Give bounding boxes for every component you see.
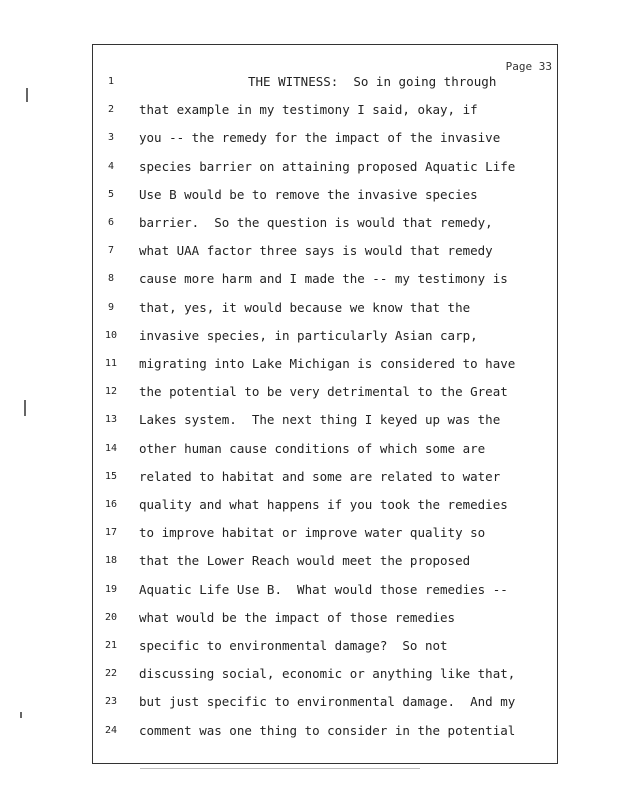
line-text: invasive species, in particularly Asian carp, — [139, 327, 478, 343]
transcript-line — [0, 694, 618, 722]
line-number: 20 — [104, 611, 118, 623]
line-text: quality and what happens if you took the remedies — [139, 497, 508, 512]
line-text: that, yes, it would because we know that the — [139, 299, 471, 315]
line-number: 22 — [104, 668, 118, 680]
line-number: 23 — [104, 696, 118, 708]
transcript-line — [0, 723, 618, 751]
transcript-line — [0, 638, 618, 666]
transcript-line — [0, 610, 618, 638]
transcript-line — [0, 384, 618, 412]
line-text: specific to environmental damage? So not — [139, 638, 448, 653]
line-number: 19 — [104, 583, 118, 595]
transcript-line — [0, 469, 618, 497]
line-text: Lakes system. The next thing I keyed up was the — [139, 412, 501, 428]
transcript-line — [0, 102, 618, 130]
transcript-line — [0, 666, 618, 694]
transcript-line — [0, 356, 618, 384]
line-text: comment was one thing to consider in the potential — [139, 722, 516, 738]
line-text: discussing social, economic or anything like that, — [139, 666, 516, 682]
line-text: the potential to be very detrimental to the Great — [139, 384, 508, 400]
transcript-line — [0, 271, 618, 299]
line-number: 17 — [104, 527, 118, 539]
line-text: related to habitat and some are related to water — [139, 468, 501, 484]
transcript-line — [0, 159, 618, 187]
scan-mark — [26, 88, 28, 102]
line-text: cause more harm and I made the -- my testimony is — [139, 271, 508, 287]
transcript-line — [0, 553, 618, 581]
line-number: 2 — [107, 104, 115, 116]
transcript-line — [0, 215, 618, 243]
transcript-line — [0, 328, 618, 356]
line-number: 13 — [104, 414, 118, 426]
line-text: you -- the remedy for the impact of the invasive — [139, 130, 501, 146]
line-number: 10 — [104, 329, 118, 341]
line-number: 24 — [104, 724, 118, 736]
line-number: 9 — [107, 301, 115, 313]
line-text: Aquatic Life Use B. What would those remedies -- — [139, 581, 508, 597]
transcript-line — [0, 412, 618, 440]
line-number: 7 — [107, 245, 115, 257]
scan-mark — [24, 400, 26, 416]
transcript-line — [0, 582, 618, 610]
line-text: but just specific to environmental damage. And my — [139, 694, 516, 710]
transcript-line — [0, 525, 618, 553]
scan-line — [140, 768, 420, 769]
transcript-line — [0, 300, 618, 328]
scan-mark — [20, 712, 22, 718]
line-text: that the Lower Reach would meet the proposed — [139, 553, 471, 569]
line-text: migrating into Lake Michigan is considered to have — [139, 356, 516, 371]
line-number: 3 — [107, 132, 115, 144]
line-number: 1 — [107, 76, 115, 87]
transcript-line — [0, 243, 618, 271]
line-text: that example in my testimony I said, okay, if — [139, 102, 478, 118]
line-number: 4 — [107, 160, 115, 172]
line-number: 12 — [104, 386, 118, 398]
transcript-line — [0, 130, 618, 158]
line-text: THE WITNESS: So in going through — [248, 74, 497, 89]
line-text: to improve habitat or improve water quality so — [139, 525, 486, 541]
line-text: Use B would be to remove the invasive species — [139, 186, 478, 202]
line-text: species barrier on attaining proposed Aquatic Life — [139, 158, 516, 174]
line-number: 16 — [104, 499, 118, 510]
line-text: what would be the impact of those remedies — [139, 609, 456, 625]
line-number: 15 — [104, 470, 118, 482]
line-text: other human cause conditions of which some are — [139, 440, 486, 456]
page-number: Page 33 — [505, 60, 552, 73]
line-number: 21 — [104, 640, 118, 651]
transcript-line — [0, 497, 618, 525]
line-number: 5 — [107, 188, 115, 200]
line-number: 6 — [107, 217, 115, 228]
line-number: 18 — [104, 555, 118, 567]
transcript-line — [0, 187, 618, 215]
line-number: 11 — [104, 358, 118, 369]
transcript-line — [0, 74, 618, 102]
line-number: 8 — [107, 273, 115, 285]
line-number: 14 — [104, 442, 118, 454]
line-text: what UAA factor three says is would that remedy — [139, 243, 493, 259]
transcript-line — [0, 441, 618, 469]
line-text: barrier. So the question is would that remedy, — [139, 215, 493, 230]
